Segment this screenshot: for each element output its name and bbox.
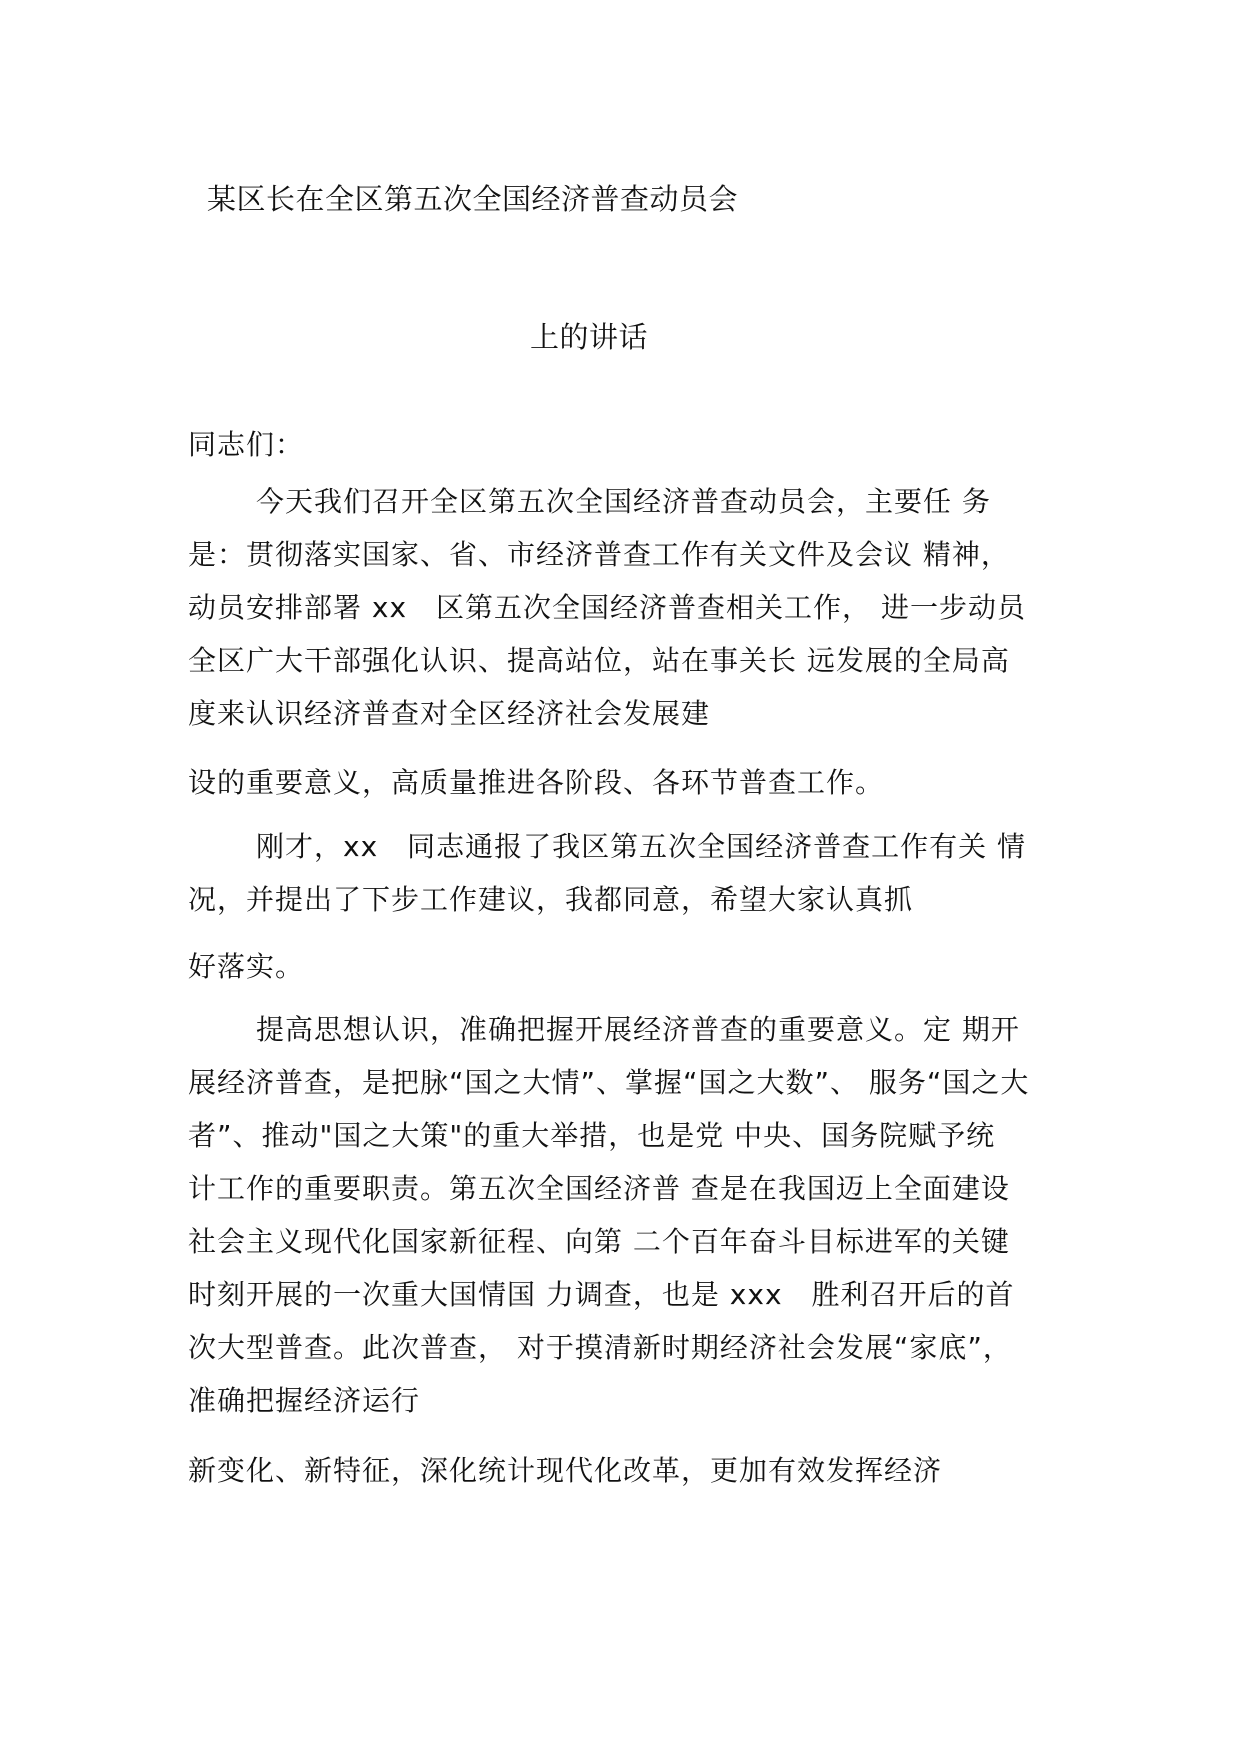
paragraph-line: 次大型普查。此次普查， 对于摸清新时期经济社会发展“家底”， bbox=[188, 1331, 1012, 1364]
paragraph-line: 计工作的重要职责。第五次全国经济普 查是在我国迈上全面建设 bbox=[188, 1172, 1010, 1205]
paragraph-line: 刚才，xx 同志通报了我区第五次全国经济普查工作有关 情 bbox=[256, 830, 1027, 863]
paragraph-line: 者”、推动"国之大策"的重大举措，也是党 中央、国务院赋予统 bbox=[188, 1119, 996, 1152]
paragraph-2-continuation bbox=[188, 940, 1063, 993]
paragraph-line: 全区广大干部强化认识、提高站位，站在事关长 远发展的全局高 bbox=[188, 644, 1010, 677]
document-title-line-1: 某区长在全区第五次全国经济普查动员会 bbox=[207, 182, 739, 216]
paragraph-line: 是：贯彻落实国家、省、市经济普查工作有关文件及会议 精神， bbox=[188, 538, 1010, 571]
paragraph-line: 准确把握经济运行 bbox=[188, 1384, 421, 1417]
paragraph-line: 况，并提出了下步工作建议，我都同意，希望大家认真抓 bbox=[188, 883, 914, 916]
paragraph-line: 新变化、新特征，深化统计现代化改革，更加有效发挥经济 bbox=[188, 1454, 943, 1487]
paragraph-line: 今天我们召开全区第五次全国经济普查动员会，主要任 务 bbox=[256, 485, 991, 518]
paragraph-2 bbox=[188, 820, 1063, 926]
paragraph-3-continuation bbox=[188, 1444, 1063, 1497]
document-title-line-2: 上的讲话 bbox=[530, 320, 649, 354]
paragraph-line: 设的重要意义，高质量推进各阶段、各环节普查工作。 bbox=[188, 766, 885, 799]
paragraph-1-continuation bbox=[188, 756, 1063, 809]
paragraph-1 bbox=[188, 475, 1063, 740]
paragraph-line: 展经济普查，是把脉“国之大情”、掌握“国之大数”、 服务“国之大 bbox=[188, 1066, 1030, 1099]
paragraph-line: 动员安排部署 xx 区第五次全国经济普查相关工作， 进一步动员 bbox=[188, 591, 1026, 624]
paragraph-line: 好落实。 bbox=[188, 950, 305, 983]
paragraph-line: 社会主义现代化国家新征程、向第 二个百年奋斗目标进军的关键 bbox=[188, 1225, 1010, 1258]
paragraph-3 bbox=[188, 1003, 1063, 1427]
paragraph-line: 时刻开展的一次重大国情国 力调查，也是 xxx 胜利召开后的首 bbox=[188, 1278, 1015, 1311]
paragraph-line: 提高思想认识，准确把握开展经济普查的重要意义。定 期开 bbox=[256, 1013, 1020, 1046]
salutation: 同志们： bbox=[188, 428, 305, 461]
paragraph-line: 度来认识经济普查对全区经济社会发展建 bbox=[188, 697, 711, 730]
